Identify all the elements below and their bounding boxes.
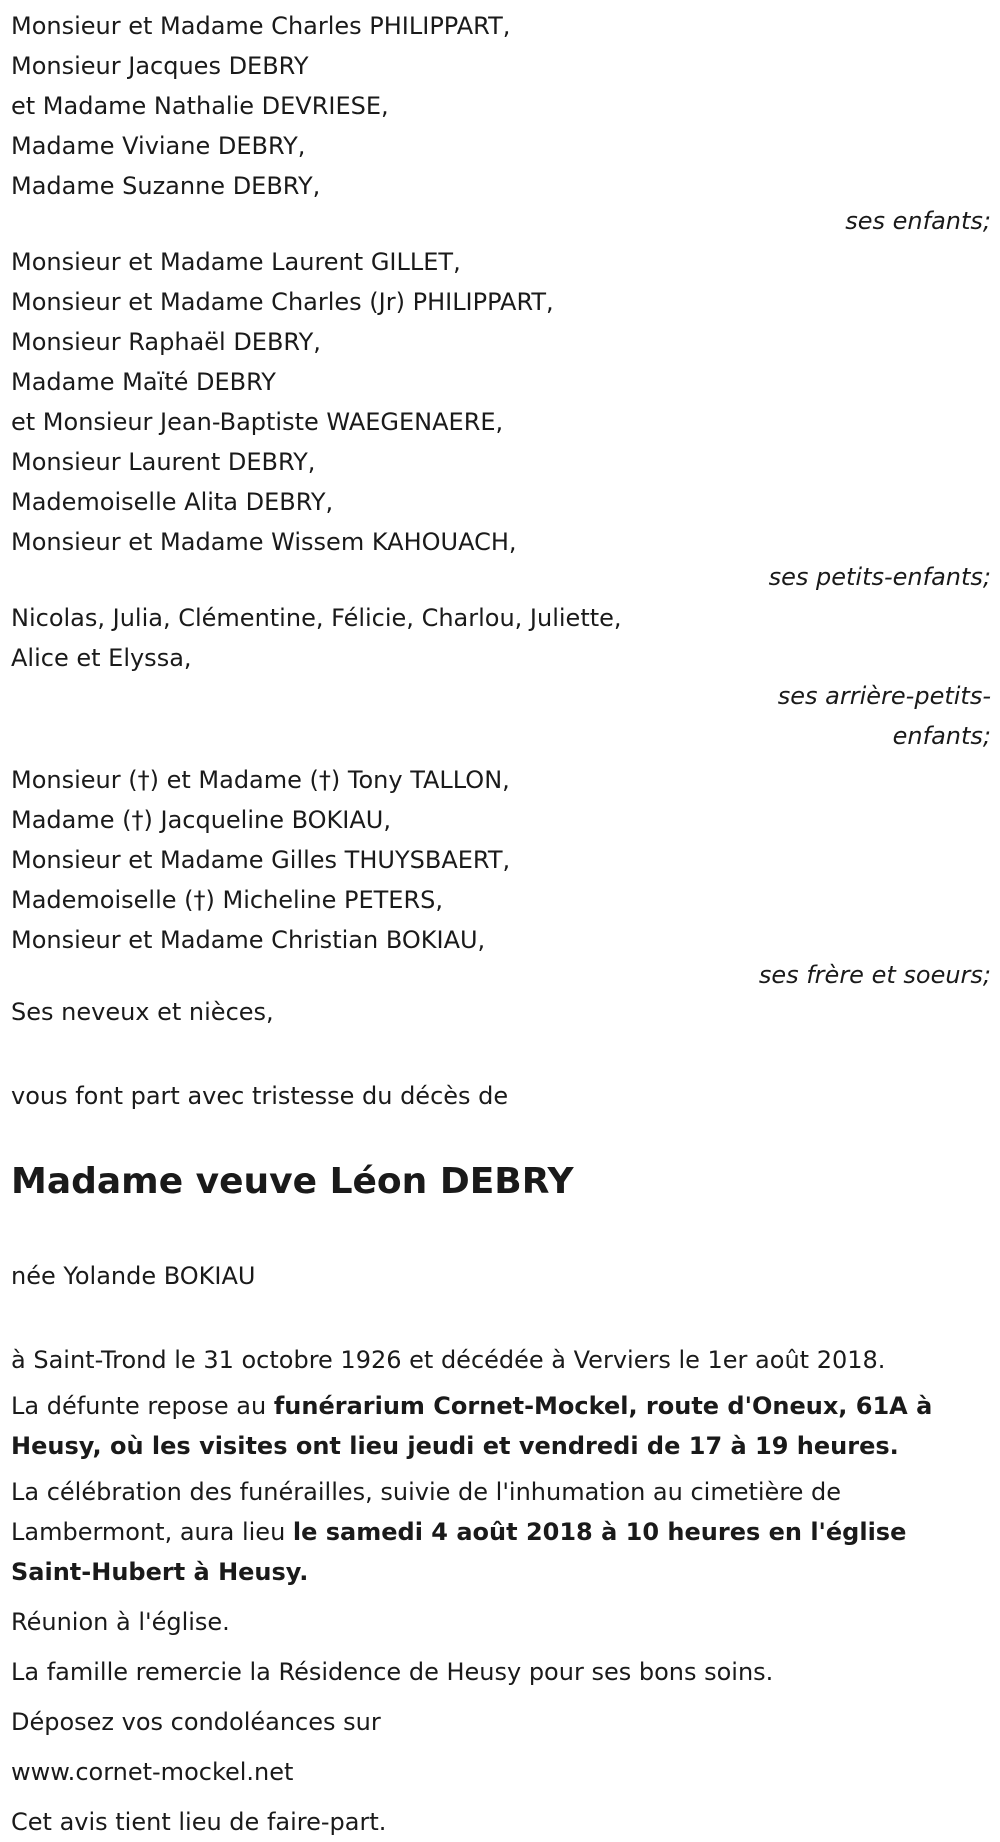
relation-great-grandchildren: ses arrière-petits-enfants;	[777, 682, 991, 750]
celebration-details: le samedi 4 août 2018 à 10 heures en l'église Saint-Hubert à Heusy.	[11, 1518, 907, 1586]
intro-line: vous font part avec tristesse du décès de	[11, 1082, 509, 1110]
name-line: Madame Suzanne DEBRY,	[11, 172, 321, 200]
relation-siblings: ses frère et soeurs;	[758, 961, 991, 989]
name-line: Madame Maïté DEBRY	[11, 368, 276, 396]
name-line: Nicolas, Julia, Clémentine, Félicie, Charlou, Juliette,	[11, 604, 622, 632]
name-line: Monsieur et Madame Gilles THUYSBAERT,	[11, 846, 511, 874]
name-line: Mademoiselle Alita DEBRY,	[11, 488, 334, 516]
name-line: Monsieur et Madame Charles (Jr) PHILIPPART,	[11, 288, 554, 316]
relation-children: ses enfants;	[845, 207, 991, 235]
children-group	[11, 6, 991, 238]
celebration-prefix: La célébration des funérailles, suivie de l'inhumation au cimetière de Lambermont, aura lieu	[11, 1478, 842, 1546]
thanks-line: La famille remercie la Résidence de Heusy pour ses bons soins.	[11, 1658, 774, 1686]
name-line: Mademoiselle (†) Micheline PETERS,	[11, 886, 443, 914]
name-line: Monsieur Raphaël DEBRY,	[11, 328, 321, 356]
name-line: Monsieur et Madame Wissem KAHOUACH,	[11, 528, 517, 556]
grandchildren-group	[11, 242, 991, 594]
name-line: Monsieur Laurent DEBRY,	[11, 448, 316, 476]
website-link[interactable]: www.cornet-mockel.net	[11, 1758, 294, 1786]
reunion-line: Réunion à l'église.	[11, 1608, 230, 1636]
deceased-name: Madame veuve Léon DEBRY	[11, 1161, 574, 1202]
grandchildren-names	[11, 242, 991, 562]
children-names	[11, 6, 991, 206]
name-line: Madame (†) Jacqueline BOKIAU,	[11, 806, 391, 834]
name-line: Alice et Elyssa,	[11, 644, 192, 672]
name-line: Monsieur et Madame Christian BOKIAU,	[11, 926, 486, 954]
repose-paragraph	[11, 1386, 991, 1466]
celebration-paragraph	[11, 1472, 991, 1592]
siblings-group	[11, 760, 991, 992]
great-grandchildren-group	[11, 598, 991, 756]
siblings-names	[11, 760, 991, 960]
maiden-name: née Yolande BOKIAU	[11, 1262, 256, 1290]
birth-death-line: à Saint-Trond le 31 octobre 1926 et décédée à Verviers le 1er août 2018.	[11, 1346, 886, 1374]
closing-line: Cet avis tient lieu de faire-part.	[11, 1808, 387, 1836]
name-line: et Madame Nathalie DEVRIESE,	[11, 92, 389, 120]
nephews-line: Ses neveux et nièces,	[11, 998, 274, 1026]
relation-grandchildren: ses petits-enfants;	[768, 563, 991, 591]
name-line: et Monsieur Jean-Baptiste WAEGENAERE,	[11, 408, 504, 436]
name-line: Monsieur et Madame Laurent GILLET,	[11, 248, 461, 276]
name-line: Monsieur Jacques DEBRY	[11, 52, 309, 80]
name-line: Madame Viviane DEBRY,	[11, 132, 306, 160]
condolences-line: Déposez vos condoléances sur	[11, 1708, 381, 1736]
repose-prefix: La défunte repose au	[11, 1392, 274, 1420]
great-grandchildren-names	[11, 598, 991, 678]
name-line: Monsieur et Madame Charles PHILIPPART,	[11, 12, 511, 40]
name-line: Monsieur (†) et Madame (†) Tony TALLON,	[11, 766, 510, 794]
repose-details: funérarium Cornet-Mockel, route d'Oneux, 61A à Heusy, où les visites ont lieu jeudi et vendredi de 17 à 19 heures.	[11, 1392, 933, 1460]
